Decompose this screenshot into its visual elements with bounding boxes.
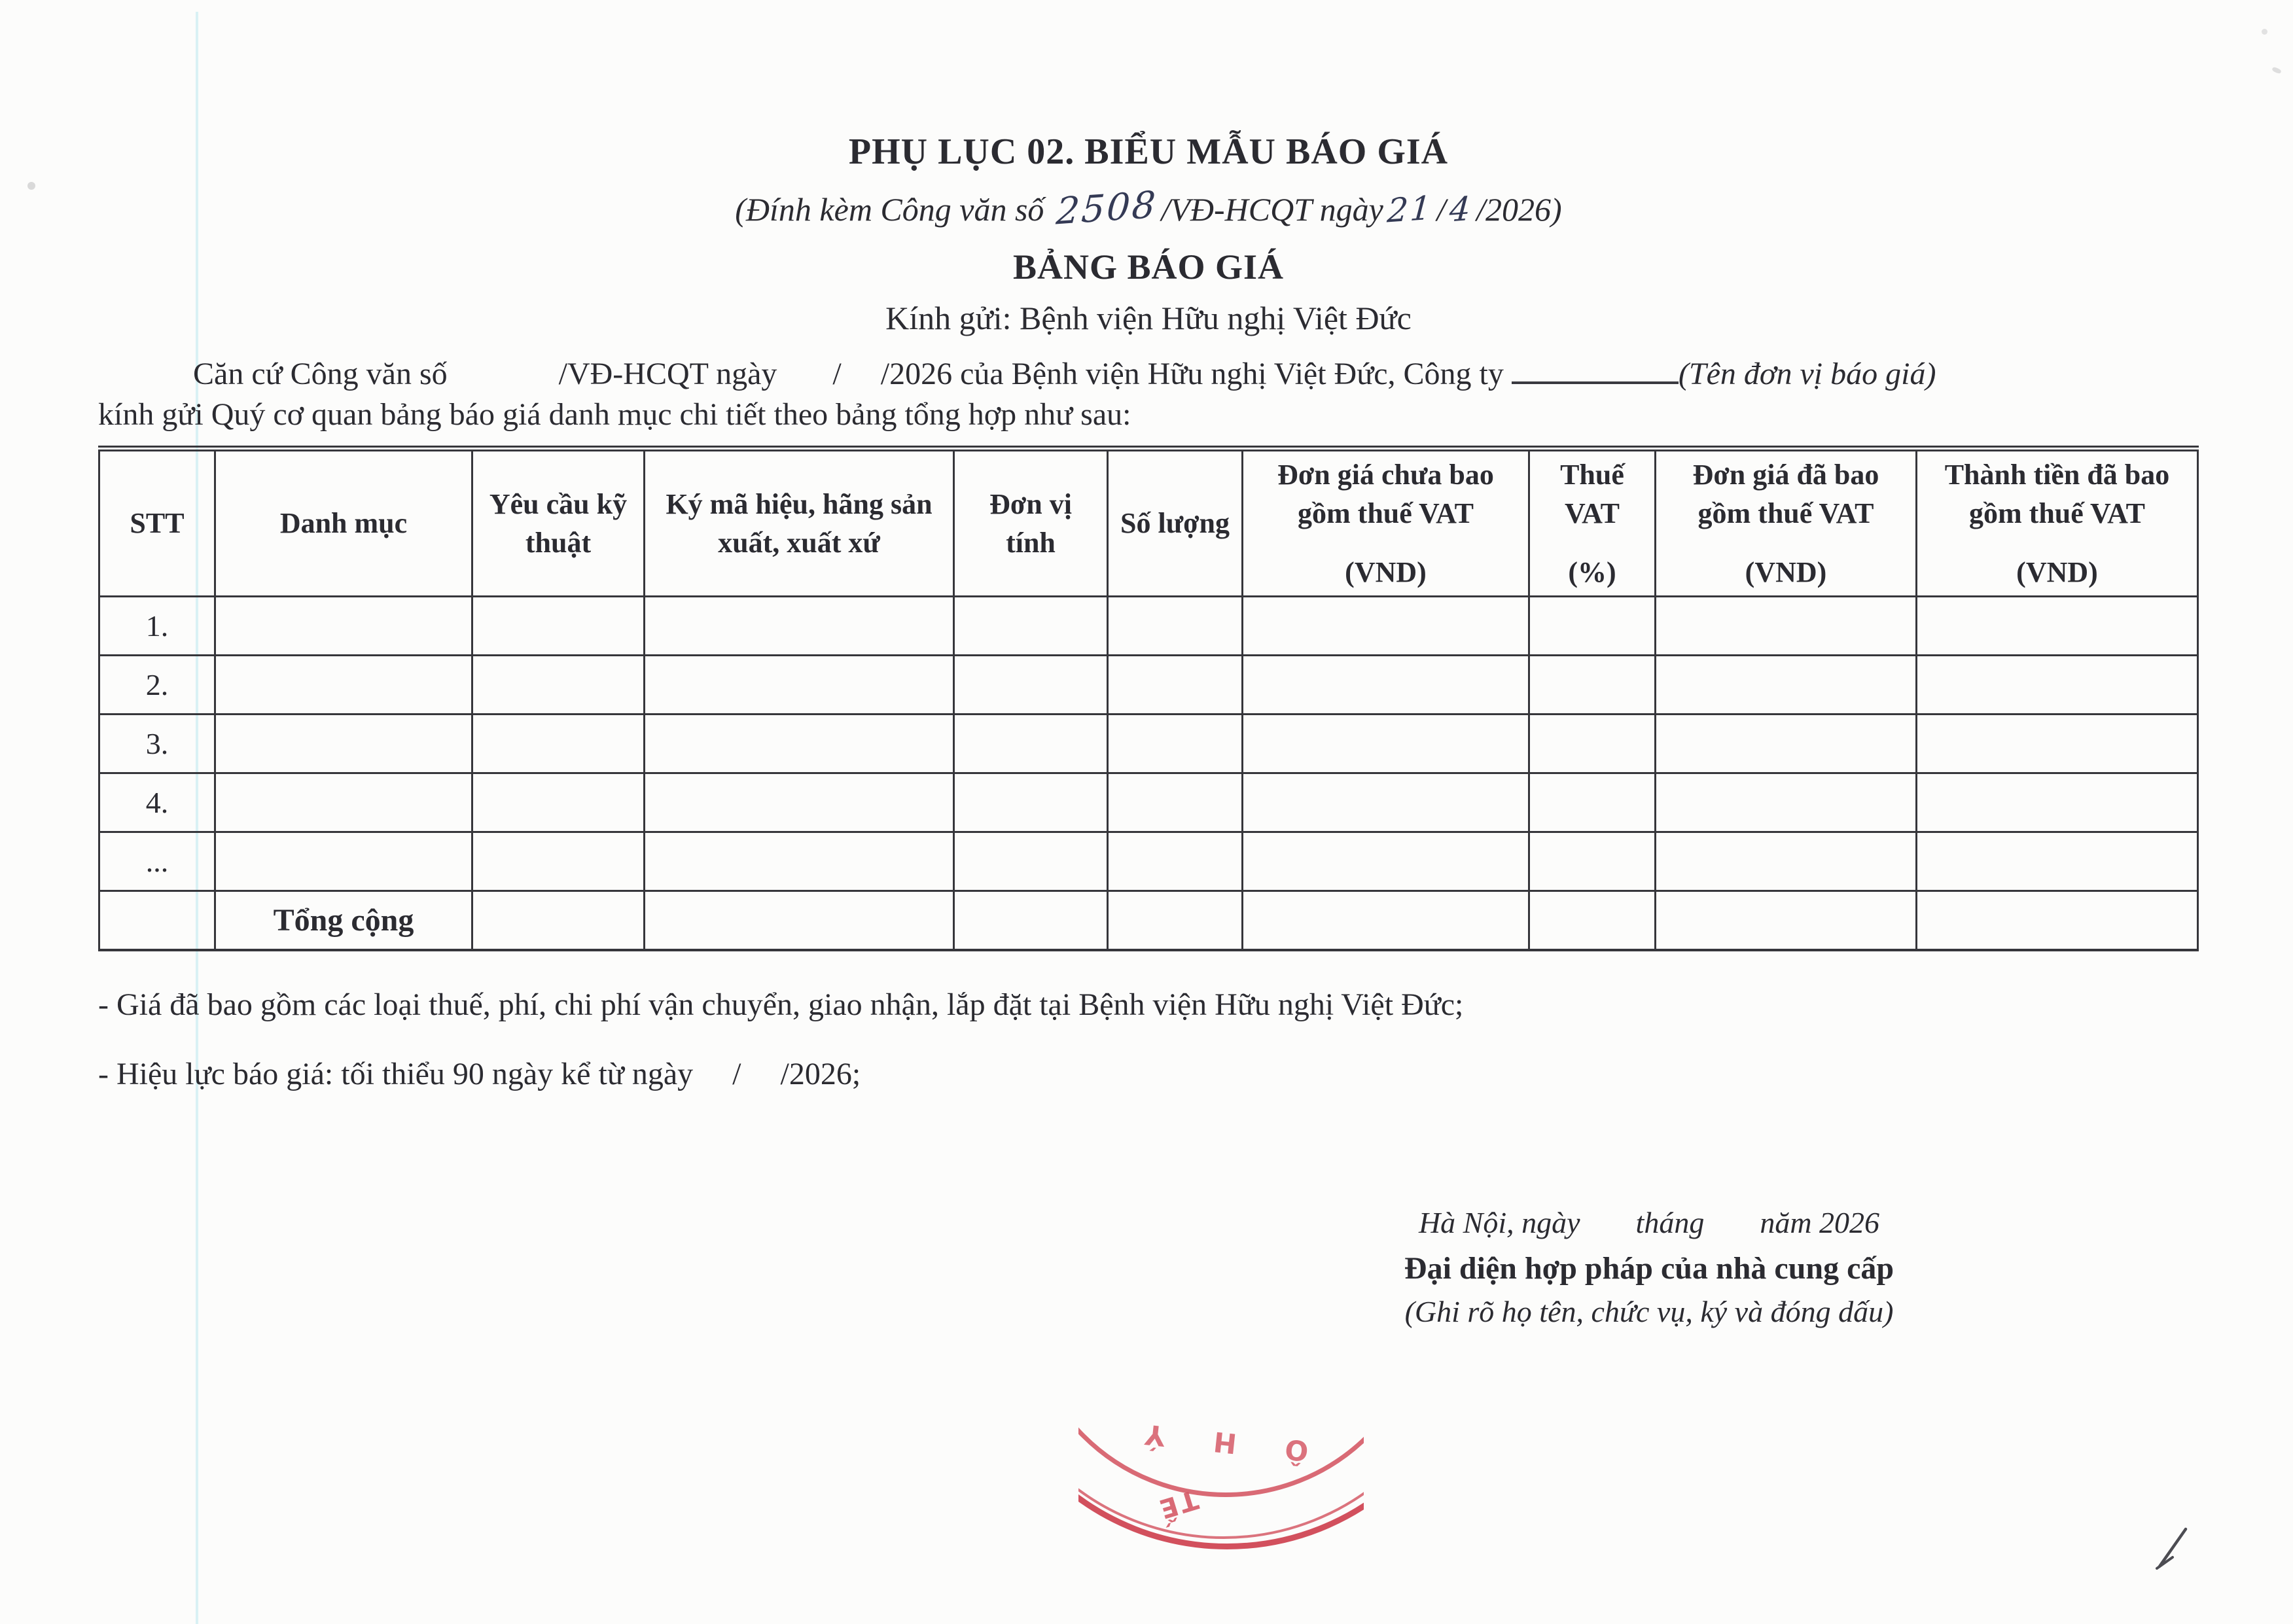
handwritten-day: 21 [1385, 188, 1434, 230]
attachment-middle: /VĐ-HCQT ngày [1161, 191, 1383, 228]
empty-cell [1656, 773, 1917, 832]
note-price-inclusion: - Giá đã bao gồm các loại thuế, phí, chi phí vận chuyển, giao nhận, lắp đặt tại Bệnh viện Hữu nghị Việt Đức; [98, 987, 1464, 1023]
empty-cell [645, 891, 954, 951]
row-index: 2. [99, 656, 215, 715]
column-header-0: STT [99, 449, 215, 597]
column-header-3: Ký mã hiệu, hãng sản xuất, xuất xứ [645, 449, 954, 597]
empty-cell [1656, 656, 1917, 715]
row-index: 1. [99, 597, 215, 656]
company-name-blank [1512, 355, 1679, 384]
empty-cell [1917, 832, 2198, 891]
empty-cell [1108, 715, 1243, 773]
empty-cell [954, 891, 1108, 951]
empty-cell [645, 773, 954, 832]
column-header-unit: (VND) [1745, 556, 1827, 588]
intro-line-1 [98, 354, 2199, 395]
note-validity [98, 1055, 2199, 1094]
column-header-unit: (VND) [2016, 556, 2098, 588]
empty-cell [1529, 715, 1656, 773]
attachment-separator: / [1436, 191, 1446, 228]
column-header-2: Yêu cầu kỹ thuật [472, 449, 645, 597]
empty-cell [1917, 715, 2198, 773]
empty-cell [1529, 597, 1656, 656]
empty-cell [215, 832, 472, 891]
table-row [99, 597, 2198, 656]
stamp-text-fragment: Ô H Ý [1124, 1416, 1310, 1468]
column-header-1: Danh mục [215, 449, 472, 597]
empty-cell [1917, 597, 2198, 656]
empty-cell [645, 597, 954, 656]
intro-part-4: /2026 của Bệnh viện Hữu nghị Việt Đức, Công ty [880, 357, 1504, 391]
empty-cell [1108, 832, 1243, 891]
empty-cell [645, 715, 954, 773]
empty-cell [99, 891, 215, 951]
empty-cell [1656, 597, 1917, 656]
official-stamp [1078, 1399, 1364, 1553]
signature-place-date [1322, 1205, 1976, 1240]
empty-cell [1656, 832, 1917, 891]
empty-cell [1529, 656, 1656, 715]
table-row [99, 832, 2198, 891]
empty-cell [1917, 891, 2198, 951]
handwritten-document-number: 2508 [1054, 183, 1159, 234]
empty-cell [1917, 773, 2198, 832]
stamp-text-fragment: TẾ [1153, 1483, 1201, 1525]
column-header-7: Thuế VAT (%) [1529, 449, 1656, 597]
empty-cell [472, 891, 645, 951]
column-header-8: Đơn giá đã bao gồm thuế VAT (VND) [1656, 449, 1917, 597]
note-validity-prefix: - Hiệu lực báo giá: tối thiểu 90 ngày kể từ ngày [98, 1057, 694, 1092]
row-index: 4. [99, 773, 215, 832]
empty-cell [1243, 715, 1529, 773]
form-title: BẢNG BÁO GIÁ [1012, 247, 1285, 287]
handwritten-page-number [2152, 1525, 2194, 1573]
table-header-row [99, 449, 2198, 597]
table-body [99, 597, 2198, 951]
empty-cell [215, 597, 472, 656]
total-label: Tổng cộng [215, 891, 472, 951]
empty-cell [1243, 832, 1529, 891]
empty-cell [1529, 891, 1656, 951]
total-row [99, 891, 2198, 951]
intro-line-2: kính gửi Quý cơ quan bảng báo giá danh mục chi tiết theo bảng tổng hợp như sau: [98, 397, 1131, 432]
empty-cell [472, 773, 645, 832]
scan-speck [27, 182, 35, 190]
table-row [99, 656, 2198, 715]
column-header-4: Đơn vị tính [954, 449, 1108, 597]
handwritten-month: 4 [1448, 189, 1474, 230]
row-index: 3. [99, 715, 215, 773]
empty-cell [1243, 656, 1529, 715]
empty-cell [1243, 773, 1529, 832]
intro-part-2: /VĐ-HCQT ngày [558, 357, 777, 391]
empty-cell [472, 656, 645, 715]
column-header-5: Số lượng [1108, 449, 1243, 597]
empty-cell [954, 597, 1108, 656]
empty-cell [1529, 832, 1656, 891]
signature-instruction: (Ghi rõ họ tên, chức vụ, ký và đóng dấu) [1404, 1295, 1894, 1329]
column-header-9: Thành tiền đã bao gồm thuế VAT (VND) [1917, 449, 2198, 597]
quotation-table [98, 446, 2199, 951]
table-row [99, 773, 2198, 832]
empty-cell [1917, 656, 2198, 715]
sig-place-part-3: năm 2026 [1760, 1206, 1880, 1240]
empty-cell [1108, 597, 1243, 656]
recipient-line: Kính gửi: Bệnh viện Hữu nghị Việt Đức [885, 300, 1412, 336]
signature-block [1322, 1205, 1976, 1329]
empty-cell [954, 656, 1108, 715]
scan-speck [2262, 29, 2267, 35]
empty-cell [472, 715, 645, 773]
empty-cell [954, 832, 1108, 891]
empty-cell [215, 715, 472, 773]
empty-cell [1108, 656, 1243, 715]
empty-cell [472, 832, 645, 891]
sig-place-part-2: tháng [1635, 1206, 1705, 1240]
page-title: PHỤ LỤC 02. BIỂU MẪU BÁO GIÁ [848, 132, 1449, 172]
signature-representative-title: Đại diện hợp pháp của nhà cung cấp [1404, 1251, 1894, 1286]
intro-paragraph [98, 354, 2199, 435]
attachment-suffix: /2026) [1476, 191, 1562, 228]
empty-cell [954, 773, 1108, 832]
empty-cell [1243, 891, 1529, 951]
note-validity-separator: / [732, 1057, 741, 1092]
empty-cell [645, 832, 954, 891]
notes-section [98, 985, 2199, 1094]
empty-cell [1529, 773, 1656, 832]
column-header-unit: (VND) [1345, 556, 1427, 588]
empty-cell [1243, 597, 1529, 656]
empty-cell [1108, 891, 1243, 951]
table-head [99, 449, 2198, 597]
intro-part-1: Căn cứ Công văn số [193, 357, 448, 391]
scan-speck [2271, 66, 2282, 74]
empty-cell [1656, 715, 1917, 773]
attachment-line [98, 183, 2199, 234]
empty-cell [954, 715, 1108, 773]
column-header-unit: (%) [1568, 556, 1616, 588]
empty-cell [1656, 891, 1917, 951]
note-validity-suffix: /2026; [780, 1057, 861, 1092]
empty-cell [215, 656, 472, 715]
table-row [99, 715, 2198, 773]
empty-cell [472, 597, 645, 656]
sig-place-part-1: Hà Nội, ngày [1418, 1206, 1580, 1240]
row-index: ... [99, 832, 215, 891]
empty-cell [215, 773, 472, 832]
column-header-6: Đơn giá chưa bao gồm thuế VAT (VND) [1243, 449, 1529, 597]
intro-slash: / [832, 357, 842, 391]
attachment-prefix: (Đính kèm Công văn số [735, 191, 1044, 228]
empty-cell [1108, 773, 1243, 832]
empty-cell [645, 656, 954, 715]
company-name-hint: (Tên đơn vị báo giá) [1678, 357, 1936, 391]
